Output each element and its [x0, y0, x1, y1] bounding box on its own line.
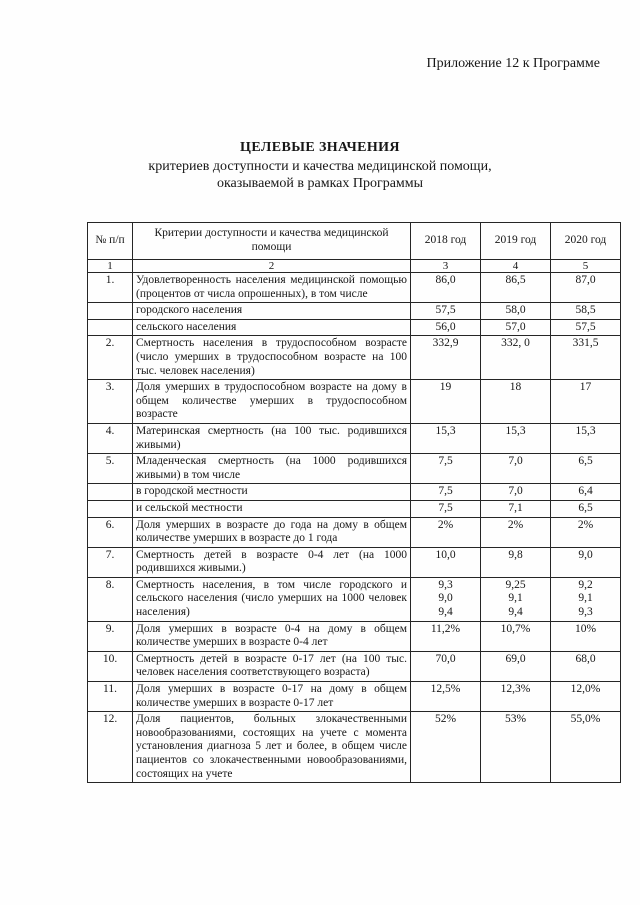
row-value-2019 [481, 682, 551, 712]
row-value-2019 [481, 423, 551, 453]
row-value-2019 [481, 303, 551, 320]
row-number [88, 303, 133, 320]
row-value-2020 [551, 336, 621, 380]
value-line: 7,5 [438, 501, 453, 514]
row-criterion: Младенческая смертность (на 1000 родившихся живыми) в том числе [133, 454, 411, 484]
row-value-2020 [551, 712, 621, 783]
value-line: 332,9 [432, 337, 459, 350]
table-row [88, 651, 621, 681]
row-criterion: Доля умерших в трудоспособном возрасте на дому в общем количестве умерших в трудоспособном возрасте [133, 380, 411, 424]
header-cell-2019: 2019 год [481, 223, 551, 260]
row-value-2018 [411, 380, 481, 424]
row-value-2019 [481, 336, 551, 380]
value-line: 15,3 [505, 424, 526, 437]
index-cell: 5 [551, 260, 621, 273]
row-value-2018 [411, 682, 481, 712]
value-line: 87,0 [575, 274, 596, 286]
value-line: 12,5% [430, 683, 461, 696]
row-value-2019 [481, 454, 551, 484]
value-line: 17 [579, 381, 592, 394]
value-line: 9,0 [578, 548, 593, 561]
value-line: 12,0% [570, 683, 601, 696]
value-line: 68,0 [575, 652, 596, 665]
row-criterion: Смертность населения в трудоспособном возрасте (число умерших в трудоспособном возрасте на 100 тыс. человек населения) [133, 336, 411, 380]
value-line: 12,3% [500, 683, 531, 696]
value-line: 6,5 [578, 455, 593, 468]
header-cell-2018: 2018 год [411, 223, 481, 260]
row-criterion: в городской местности [133, 484, 411, 501]
row-criterion: Смертность населения, в том числе городского и сельского населения (число умерших на 1000 человек населения) [133, 577, 411, 621]
row-value-2020 [551, 380, 621, 424]
row-criterion: Доля умерших в возрасте 0-17 на дому в общем количестве умерших в возрасте 0-17 лет [133, 682, 411, 712]
column-index-row [88, 260, 621, 273]
table-row [88, 303, 621, 320]
row-value-2020 [551, 577, 621, 621]
row-criterion: городского населения [133, 303, 411, 320]
value-line: 9,8 [508, 548, 523, 561]
row-number: 12. [88, 712, 133, 783]
row-number: 3. [88, 380, 133, 424]
table-row [88, 336, 621, 380]
row-value-2019 [481, 319, 551, 336]
value-line: 7,0 [508, 485, 523, 498]
value-line: 331,5 [572, 337, 599, 350]
value-line: 57,0 [505, 320, 526, 333]
value-line: 10,7% [500, 622, 531, 635]
index-cell: 3 [411, 260, 481, 273]
row-value-2018 [411, 336, 481, 380]
value-line: 52% [434, 713, 457, 726]
value-line: 9,1 [508, 592, 523, 605]
value-line: 9,3 [438, 578, 453, 591]
row-number: 10. [88, 651, 133, 681]
table-row [88, 380, 621, 424]
value-line: 15,3 [435, 424, 456, 437]
value-line: 2% [507, 518, 524, 531]
table-row [88, 423, 621, 453]
row-number [88, 500, 133, 517]
row-value-2019 [481, 547, 551, 577]
value-line: 19 [439, 381, 452, 394]
value-line: 70,0 [435, 652, 456, 665]
row-value-2020 [551, 682, 621, 712]
header-cell-criteria: Критерии доступности и качества медицинской помощи [133, 223, 411, 260]
row-number: 7. [88, 547, 133, 577]
table-row [88, 454, 621, 484]
subtitle-line: оказываемой в рамках Программы [216, 176, 424, 191]
value-line: 15,3 [575, 424, 596, 437]
value-line: 2% [577, 518, 594, 531]
table-row [88, 319, 621, 336]
value-line: 9,2 [578, 578, 593, 591]
value-line: 9,0 [438, 592, 453, 605]
value-line: 7,1 [508, 501, 523, 514]
row-value-2019 [481, 500, 551, 517]
value-line: 7,5 [438, 455, 453, 468]
value-line: 55,0% [570, 713, 601, 726]
row-number: 5. [88, 454, 133, 484]
row-number: 11. [88, 682, 133, 712]
index-cell: 1 [88, 260, 133, 273]
row-value-2018 [411, 423, 481, 453]
row-value-2020 [551, 621, 621, 651]
value-line: 86,5 [505, 274, 526, 286]
row-number: 6. [88, 517, 133, 547]
row-value-2020 [551, 454, 621, 484]
row-value-2019 [481, 273, 551, 303]
value-line: 7,5 [438, 485, 453, 498]
row-value-2020 [551, 423, 621, 453]
table-row [88, 712, 621, 783]
row-value-2020 [551, 500, 621, 517]
row-value-2018 [411, 273, 481, 303]
row-criterion: Доля умерших в возрасте до года на дому в общем количестве умерших в возрасте до 1 года [133, 517, 411, 547]
table-row [88, 547, 621, 577]
value-line: 18 [509, 381, 522, 394]
row-criterion: Смертность детей в возрасте 0-17 лет (на 100 тыс. человек населения соответствующего возраста) [133, 651, 411, 681]
value-line: 6,5 [578, 501, 593, 514]
row-value-2018 [411, 500, 481, 517]
row-criterion: и сельской местности [133, 500, 411, 517]
row-value-2018 [411, 319, 481, 336]
row-number: 2. [88, 336, 133, 380]
row-criterion: Материнская смертность (на 100 тыс. родившихся живыми) [133, 423, 411, 453]
subtitle-line: критериев доступности и качества медицинской помощи, [148, 159, 492, 174]
value-line: 2% [437, 518, 454, 531]
row-criterion: Удовлетворенность населения медицинской помощью (процентов от числа опрошенных), в том числе [133, 273, 411, 303]
row-value-2019 [481, 517, 551, 547]
index-cell: 4 [481, 260, 551, 273]
value-line: 332, 0 [501, 337, 530, 350]
row-number: 1. [88, 273, 133, 303]
value-line: 9,4 [508, 606, 523, 619]
row-number: 9. [88, 621, 133, 651]
row-value-2019 [481, 651, 551, 681]
row-value-2020 [551, 319, 621, 336]
value-line: 53% [504, 713, 527, 726]
value-line: 7,0 [508, 455, 523, 468]
table-row [88, 621, 621, 651]
value-line: 9,4 [438, 606, 453, 619]
value-line: 57,5 [575, 320, 596, 333]
row-value-2018 [411, 517, 481, 547]
row-criterion: сельского населения [133, 319, 411, 336]
table-row [88, 500, 621, 517]
row-criterion: Смертность детей в возрасте 0-4 лет (на 1000 родившихся живыми.) [133, 547, 411, 577]
row-value-2018 [411, 547, 481, 577]
row-value-2019 [481, 621, 551, 651]
index-cell: 2 [133, 260, 411, 273]
page-subtitle [100, 158, 540, 192]
row-value-2018 [411, 484, 481, 501]
value-line: 11,2% [430, 622, 461, 635]
table-row [88, 273, 621, 303]
row-value-2019 [481, 577, 551, 621]
value-line: 10,0 [435, 548, 456, 561]
row-value-2018 [411, 712, 481, 783]
row-number [88, 484, 133, 501]
value-line: 56,0 [435, 320, 456, 333]
value-line: 9,25 [505, 578, 526, 591]
row-value-2018 [411, 303, 481, 320]
row-criterion: Доля пациентов, больных злокачественными новообразованиями, состоящих на учете с момента установления диагноза 5 лет и более, в общем числе пациентов со злокачественными новообразованиями, состоящих на учете [133, 712, 411, 783]
row-value-2020 [551, 484, 621, 501]
criteria-table [87, 222, 621, 783]
value-line: 58,0 [505, 304, 526, 317]
row-value-2020 [551, 651, 621, 681]
row-value-2019 [481, 484, 551, 501]
page-title: ЦЕЛЕВЫЕ ЗНАЧЕНИЯ [240, 140, 400, 155]
table-header-row [88, 223, 621, 260]
value-line: 9,3 [578, 606, 593, 619]
value-line: 58,5 [575, 304, 596, 317]
row-value-2020 [551, 517, 621, 547]
value-line: 6,4 [578, 485, 593, 498]
row-number: 8. [88, 577, 133, 621]
header-cell-2020: 2020 год [551, 223, 621, 260]
table-row [88, 682, 621, 712]
value-line: 10% [574, 622, 597, 635]
value-line: 69,0 [505, 652, 526, 665]
row-value-2020 [551, 547, 621, 577]
table-row [88, 577, 621, 621]
row-number [88, 319, 133, 336]
appendix-label: Приложение 12 к Программе [426, 56, 600, 71]
row-number: 4. [88, 423, 133, 453]
row-criterion: Доля умерших в возрасте 0-4 на дому в общем количестве умерших в возрасте 0-4 лет [133, 621, 411, 651]
table-row [88, 484, 621, 501]
row-value-2018 [411, 454, 481, 484]
row-value-2019 [481, 712, 551, 783]
row-value-2018 [411, 621, 481, 651]
value-line: 86,0 [435, 274, 456, 286]
row-value-2020 [551, 273, 621, 303]
row-value-2018 [411, 651, 481, 681]
table-row [88, 517, 621, 547]
row-value-2019 [481, 380, 551, 424]
header-cell-number: № п/п [88, 223, 133, 260]
value-line: 57,5 [435, 304, 456, 317]
row-value-2020 [551, 303, 621, 320]
value-line: 9,1 [578, 592, 593, 605]
row-value-2018 [411, 577, 481, 621]
